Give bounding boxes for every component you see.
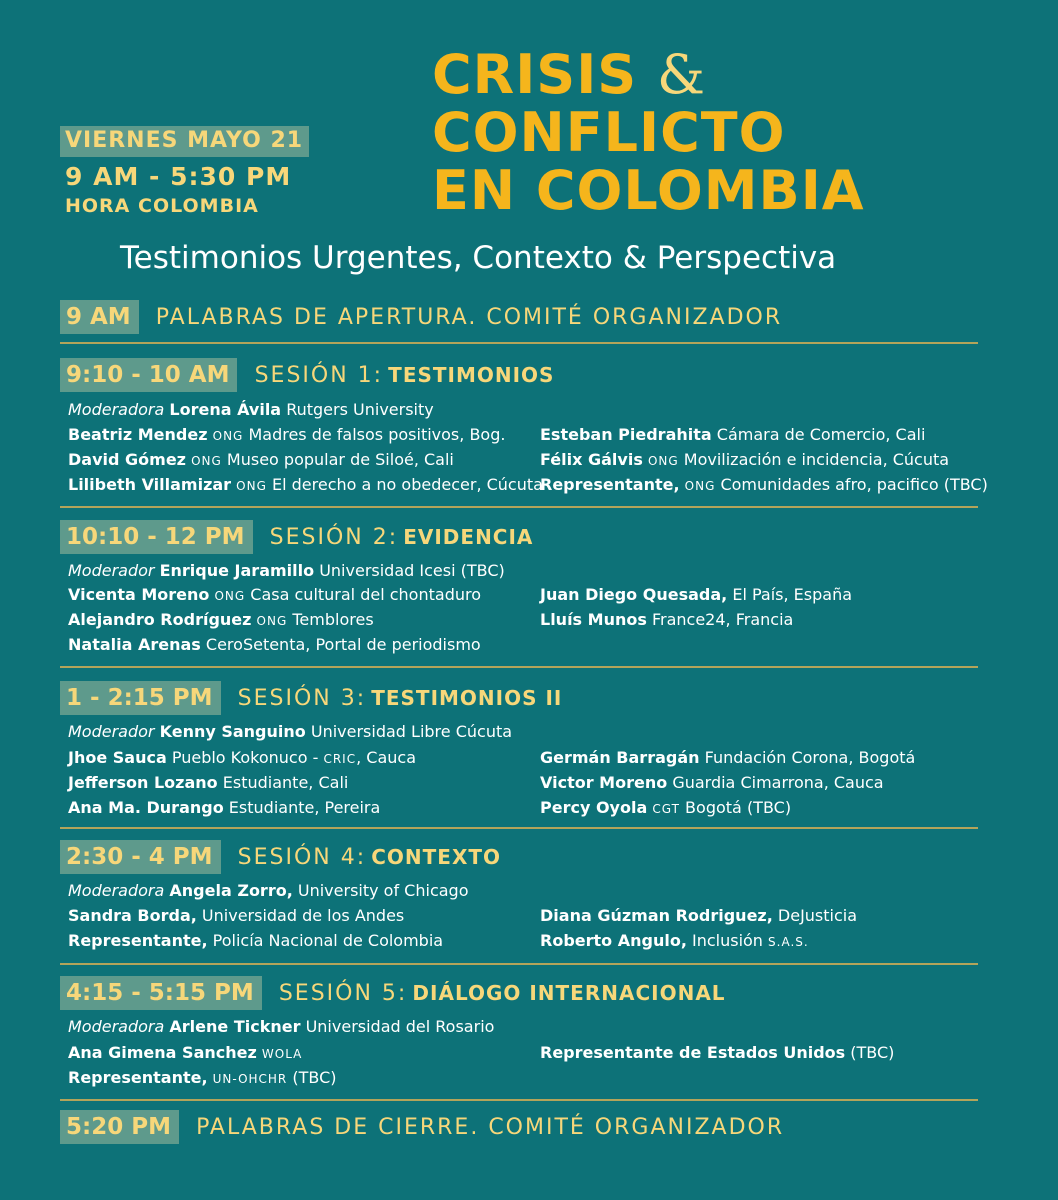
session3-moderator: Moderador Kenny Sanguino Universidad Libre Cúcuta	[68, 722, 513, 741]
session4-moderator: Moderadora Angela Zorro, University of Chicago	[68, 881, 469, 900]
session1-topic: TESTIMONIOS	[388, 363, 555, 387]
session4-speaker: Representante, Policía Nacional de Colombia	[68, 931, 444, 950]
event-date: VIERNES MAYO 21	[60, 126, 309, 157]
session5-topic: DIÁLOGO INTERNACIONAL	[412, 981, 726, 1005]
session1-speaker: Lilibeth Villamizar ONG El derecho a no obedecer, Cúcuta	[68, 475, 543, 494]
session1-speaker: Representante, ONG Comunidades afro, pacifico (TBC)	[540, 475, 988, 494]
session2-topic: EVIDENCIA	[403, 525, 534, 549]
event-title	[432, 43, 865, 222]
session5-moderator: Moderadora Arlene Tickner Universidad del Rosario	[68, 1017, 495, 1036]
session4-label: SESIÓN 4:	[237, 844, 367, 870]
title-ampersand: &	[657, 43, 707, 106]
session4-speaker: Roberto Angulo, Inclusión S.A.S.	[540, 931, 809, 950]
session1-time: 9:10 - 10 AM	[60, 358, 237, 392]
session3-header	[60, 681, 562, 715]
closing-row	[60, 1110, 784, 1144]
divider	[60, 666, 978, 668]
divider	[60, 342, 978, 344]
session2-label: SESIÓN 2:	[269, 524, 399, 550]
session5-time: 4:15 - 5:15 PM	[60, 976, 262, 1010]
session1-speaker: Beatriz Mendez ONG Madres de falsos positivos, Bog.	[68, 425, 506, 444]
session5-header	[60, 976, 726, 1010]
divider	[60, 1099, 978, 1101]
session5-speaker: Ana Gimena Sanchez WOLA	[68, 1043, 303, 1062]
title-line-2: CONFLICTO	[432, 101, 786, 164]
session1-label: SESIÓN 1:	[254, 362, 384, 388]
opening-label: PALABRAS DE APERTURA. COMITÉ ORGANIZADOR	[155, 304, 783, 330]
session2-speaker: Vicenta Moreno ONG Casa cultural del chontaduro	[68, 585, 481, 604]
session2-speaker: Juan Diego Quesada, El País, España	[540, 585, 853, 604]
session3-speaker: Jhoe Sauca Pueblo Kokonuco - CRIC, Cauca	[68, 748, 416, 767]
session5-speaker: Representante de Estados Unidos (TBC)	[540, 1043, 895, 1062]
session5-speaker: Representante, UN-OHCHR (TBC)	[68, 1068, 337, 1087]
session4-topic: CONTEXTO	[371, 845, 502, 869]
event-date-block	[60, 126, 309, 219]
event-time: 9 AM - 5:30 PM	[65, 162, 292, 191]
event-timezone: HORA COLOMBIA	[65, 195, 259, 217]
session2-time: 10:10 - 12 PM	[60, 520, 253, 554]
title-line-1	[432, 43, 865, 106]
session4-speaker: Sandra Borda, Universidad de los Andes	[68, 906, 405, 925]
opening-row	[60, 300, 782, 334]
session1-header	[60, 358, 554, 392]
session2-moderator: Moderador Enrique Jaramillo Universidad Icesi (TBC)	[68, 561, 505, 580]
opening-time: 9 AM	[60, 300, 139, 334]
session2-speaker: Natalia Arenas CeroSetenta, Portal de periodismo	[68, 635, 481, 654]
session4-speaker: Diana Gúzman Rodriguez, DeJusticia	[540, 906, 858, 925]
title-line-3: EN COLOMBIA	[432, 159, 865, 222]
session1-moderator: Moderadora Lorena Ávila Rutgers University	[68, 400, 434, 419]
divider	[60, 506, 978, 508]
session3-speaker: Percy Oyola CGT Bogotá (TBC)	[540, 798, 792, 817]
title-word-crisis: CRISIS	[432, 43, 638, 106]
session3-topic: TESTIMONIOS II	[371, 686, 563, 710]
session1-speaker: Félix Gálvis ONG Movilización e incidencia, Cúcuta	[540, 450, 950, 469]
session3-speaker: Ana Ma. Durango Estudiante, Pereira	[68, 798, 381, 817]
session1-speaker: David Gómez ONG Museo popular de Siloé, Cali	[68, 450, 454, 469]
session3-time: 1 - 2:15 PM	[60, 681, 221, 715]
closing-time: 5:20 PM	[60, 1110, 179, 1144]
session2-header	[60, 520, 533, 554]
divider	[60, 963, 978, 965]
closing-label: PALABRAS DE CIERRE. COMITÉ ORGANIZADOR	[196, 1114, 785, 1140]
session3-speaker: Germán Barragán Fundación Corona, Bogotá	[540, 748, 916, 767]
event-subtitle: Testimonios Urgentes, Contexto & Perspectiva	[120, 240, 837, 276]
session3-speaker: Jefferson Lozano Estudiante, Cali	[68, 773, 349, 792]
session3-label: SESIÓN 3:	[237, 685, 367, 711]
session4-time: 2:30 - 4 PM	[60, 840, 221, 874]
session1-speaker: Esteban Piedrahita Cámara de Comercio, Cali	[540, 425, 926, 444]
session2-speaker: Lluís Munos France24, Francia	[540, 610, 794, 629]
session3-speaker: Victor Moreno Guardia Cimarrona, Cauca	[540, 773, 884, 792]
session4-header	[60, 840, 501, 874]
divider	[60, 827, 978, 829]
session5-label: SESIÓN 5:	[278, 980, 408, 1006]
session2-speaker: Alejandro Rodríguez ONG Temblores	[68, 610, 374, 629]
